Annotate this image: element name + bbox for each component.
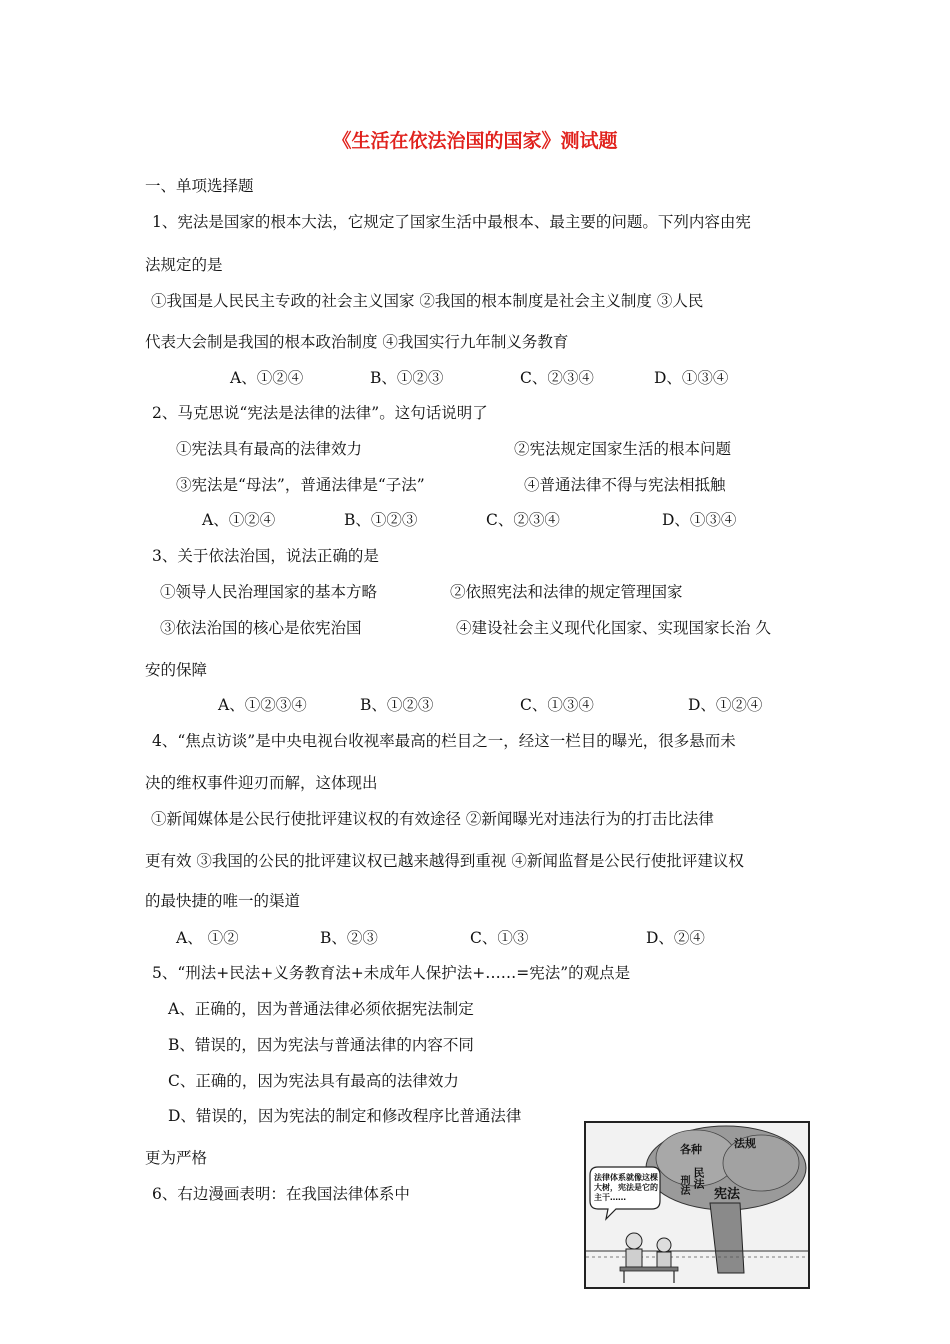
cartoon-word-civil-law: 民法 — [692, 1167, 705, 1189]
q2-option-b[interactable]: B、①②③ — [344, 511, 418, 529]
q2-stem: 2、马克思说“宪法是法律的法律”。这句话说明了 — [152, 404, 488, 422]
q2-option-a[interactable]: A、①②④ — [202, 511, 276, 529]
page-title: 《生活在依法治国的国家》测试题 — [332, 130, 618, 152]
q4-option-d[interactable]: D、②④ — [646, 929, 705, 947]
q5-option-b[interactable]: B、错误的，因为宪法与普通法律的内容不同 — [168, 1036, 474, 1054]
q3-statement-2: ②依照宪法和法律的规定管理国家 — [450, 583, 683, 601]
q5-option-d[interactable]: D、错误的，因为宪法的制定和修改程序比普通法律 — [168, 1107, 522, 1125]
q1-option-a[interactable]: A、①②④ — [230, 369, 304, 387]
q3-option-d[interactable]: D、①②④ — [688, 696, 763, 714]
q2-statement-3: ③宪法是“母法”，普通法律是“子法” — [176, 476, 425, 494]
q4-option-c[interactable]: C、①③ — [470, 929, 529, 947]
q3-statement-4: ④建设社会主义现代化国家、实现国家长治 久 — [456, 619, 771, 637]
q1-option-d[interactable]: D、①③④ — [654, 369, 729, 387]
q4-stem-line2: 决的维权事件迎刃而解，这体现出 — [145, 774, 378, 792]
q2-statement-1: ①宪法具有最高的法律效力 — [176, 440, 363, 458]
q1-stem-line2: 法规定的是 — [145, 256, 223, 274]
cartoon-word-criminal-law: 刑法 — [678, 1175, 689, 1195]
q5-option-a[interactable]: A、正确的，因为普通法律必须依据宪法制定 — [168, 1000, 474, 1018]
q1-statements-line2: 代表大会制是我国的根本政治制度 ④我国实行九年制义务教育 — [145, 333, 569, 351]
q1-option-b[interactable]: B、①②③ — [370, 369, 444, 387]
q1-option-c[interactable]: C、②③④ — [520, 369, 594, 387]
cartoon-speech-bubble: 法律体系就像这棵大树，宪法是它的主干…… — [594, 1173, 658, 1202]
cartoon-word-regulations: 法规 — [734, 1137, 756, 1150]
cartoon-word-various: 各种 — [680, 1143, 702, 1156]
q3-option-c[interactable]: C、①③④ — [520, 696, 594, 714]
q5-option-d-cont: 更为严格 — [145, 1149, 208, 1167]
q1-stem-line1: 1、宪法是国家的根本大法，它规定了国家生活中最根本、最主要的问题。下列内容由宪 — [152, 213, 751, 231]
q5-option-c[interactable]: C、正确的，因为宪法具有最高的法律效力 — [168, 1072, 459, 1090]
q3-option-b[interactable]: B、①②③ — [360, 696, 434, 714]
q4-statements-line1: ①新闻媒体是公民行使批评建议权的有效途径 ②新闻曝光对违法行为的打击比法律 — [151, 810, 714, 828]
q1-statements-line1: ①我国是人民民主专政的社会主义国家 ②我国的根本制度是社会主义制度 ③人民 — [151, 292, 704, 310]
q3-statement-1: ①领导人民治理国家的基本方略 — [160, 583, 378, 601]
q3-option-a[interactable]: A、①②③④ — [218, 696, 307, 714]
cartoon-word-constitution: 宪法 — [714, 1187, 741, 1202]
q2-statement-4: ④普通法律不得与宪法相抵触 — [524, 476, 726, 494]
q2-option-c[interactable]: C、②③④ — [486, 511, 560, 529]
section-heading: 一、单项选择题 — [145, 177, 254, 195]
q5-stem: 5、“刑法+民法+义务教育法+未成年人保护法+……=宪法”的观点是 — [152, 964, 631, 982]
q4-option-a[interactable]: A、 ①② — [176, 929, 239, 947]
q4-statements-line3: 的最快捷的唯一的渠道 — [145, 892, 301, 910]
q4-statements-line2: 更有效 ③我国的公民的批评建议权已越来越得到重视 ④新闻监督是公民行使批评建议权 — [145, 852, 744, 870]
q3-stem: 3、关于依法治国，说法正确的是 — [152, 547, 379, 565]
q6-stem: 6、右边漫画表明：在我国法律体系中 — [152, 1185, 410, 1203]
q2-statement-2: ②宪法规定国家生活的根本问题 — [514, 440, 732, 458]
q3-statement-4-cont: 安的保障 — [145, 661, 208, 679]
q4-stem-line1: 4、“焦点访谈”是中央电视台收视率最高的栏目之一，经这一栏目的曝光，很多悬而未 — [152, 732, 736, 750]
q2-option-d[interactable]: D、①③④ — [662, 511, 737, 529]
law-tree-cartoon — [584, 1121, 810, 1289]
q4-option-b[interactable]: B、②③ — [320, 929, 378, 947]
q3-statement-3: ③依法治国的核心是依宪治国 — [160, 619, 362, 637]
